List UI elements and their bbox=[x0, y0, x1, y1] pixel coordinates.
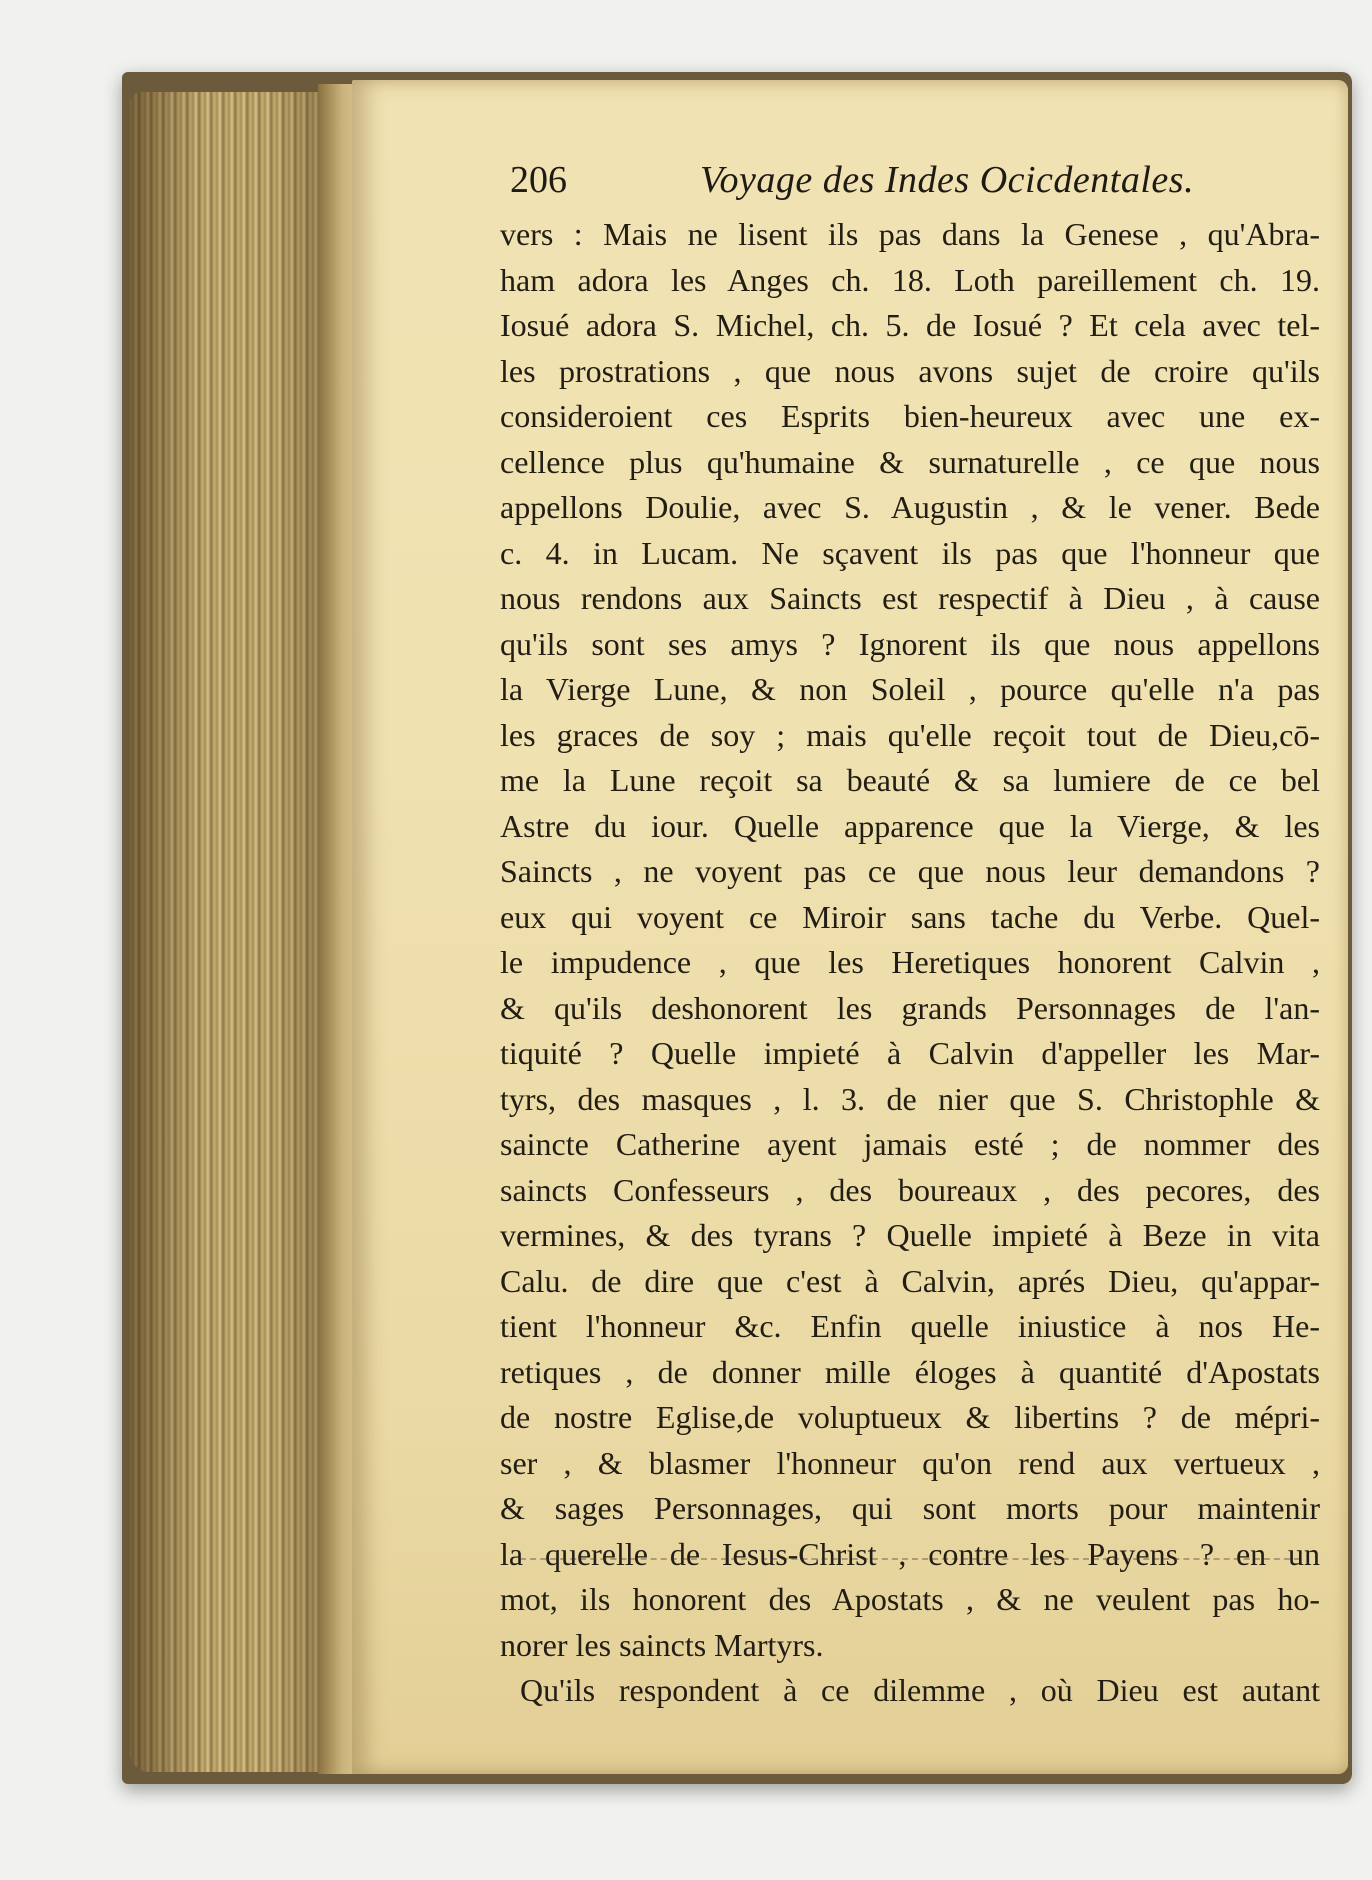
text-line: Qu'ils respondent à ce dilemme , où Dieu est autant bbox=[520, 1672, 1320, 1708]
text-line: la querelle de Iesus-Christ , contre les Payens ? en un bbox=[500, 1535, 1320, 1572]
text-line: appellons Doulie, avec S. Augustin , & le vener. Bede bbox=[500, 489, 1320, 525]
text-line: me la Lune reçoit sa beauté & sa lumiere de ce bel bbox=[500, 762, 1320, 798]
text-line: Saincts , ne voyent pas ce que nous leur demandons ? bbox=[500, 853, 1320, 889]
text-line: tiquité ? Quelle impieté à Calvin d'appeller les Mar- bbox=[500, 1035, 1320, 1071]
text-line: & sages Personnages, qui sont morts pour maintenir bbox=[500, 1490, 1320, 1526]
underline-rule bbox=[520, 1552, 1300, 1560]
text-line: tyrs, des masques , l. 3. de nier que S. Christophle & bbox=[500, 1080, 1320, 1117]
text-line: c. 4. in Lucam. Ne sçavent ils pas que l'honneur que bbox=[500, 534, 1320, 571]
page-number: 206 bbox=[510, 159, 567, 201]
text-line: Iosué adora S. Michel, ch. 5. de Iosué ? Et cela avec tel- bbox=[500, 307, 1320, 343]
text-line: les graces de soy ; mais qu'elle reçoit tout de Dieu,cō- bbox=[500, 716, 1320, 753]
text-line: qu'ils sont ses amys ? Ignorent ils que nous appellons bbox=[500, 625, 1320, 662]
text-line: consideroient ces Esprits bien-heureux avec une ex- bbox=[500, 398, 1320, 434]
text-line: les prostrations , que nous avons sujet de croire qu'ils bbox=[500, 352, 1320, 389]
page-header bbox=[510, 158, 1300, 208]
text-line: & qu'ils deshonorent les grands Personnages de l'an- bbox=[500, 989, 1320, 1026]
text-line: saincte Catherine ayent jamais esté ; de nommer des bbox=[500, 1126, 1320, 1162]
text-line: tient l'honneur &c. Enfin quelle iniustice à nos He- bbox=[500, 1308, 1320, 1344]
body-text bbox=[500, 212, 1320, 1714]
text-line: Astre du iour. Quelle apparence que la Vierge, & les bbox=[500, 807, 1320, 844]
text-line: retiques , de donner mille éloges à quantité d'Apostats bbox=[500, 1353, 1320, 1390]
text-line: vers : Mais ne lisent ils pas dans la Genese , qu'Abra- bbox=[500, 216, 1320, 252]
text-line: nous rendons aux Saincts est respectif à Dieu , à cause bbox=[500, 580, 1320, 616]
running-title: Voyage des Indes Ocicdentales. bbox=[700, 159, 1195, 201]
text-line: de nostre Eglise,de voluptueux & libertins ? de mépri- bbox=[500, 1399, 1320, 1435]
text-line: eux qui voyent ce Miroir sans tache du Verbe. Quel- bbox=[500, 898, 1320, 935]
text-line: ser , & blasmer l'honneur qu'on rend aux vertueux , bbox=[500, 1444, 1320, 1481]
text-line: ham adora les Anges ch. 18. Loth pareillement ch. 19. bbox=[500, 261, 1320, 298]
page-edges bbox=[130, 92, 330, 1772]
text-line: mot, ils honorent des Apostats , & ne veulent pas ho- bbox=[500, 1581, 1320, 1617]
text-line: la Vierge Lune, & non Soleil , pource qu'elle n'a pas bbox=[500, 671, 1320, 707]
text-line: norer les saincts Martyrs. bbox=[500, 1626, 824, 1663]
text-line: le impudence , que les Heretiques honorent Calvin , bbox=[500, 944, 1320, 980]
text-line: saincts Confesseurs , des boureaux , des pecores, des bbox=[500, 1171, 1320, 1208]
text-line: Calu. de dire que c'est à Calvin, aprés Dieu, qu'appar- bbox=[500, 1262, 1320, 1299]
text-line: cellence plus qu'humaine & surnaturelle , ce que nous bbox=[500, 443, 1320, 480]
text-line: vermines, & des tyrans ? Quelle impieté à Beze in vita bbox=[500, 1217, 1320, 1253]
